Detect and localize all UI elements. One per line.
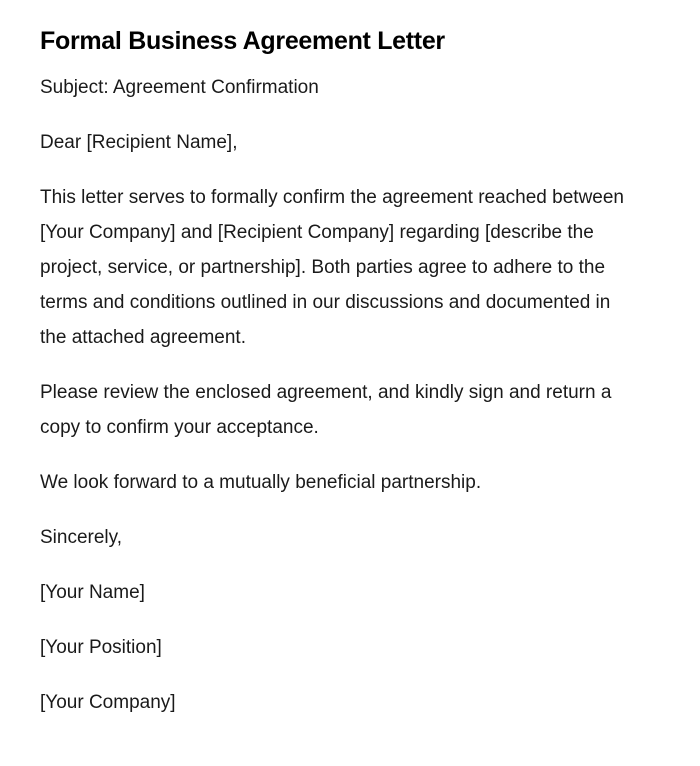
signature-name: [Your Name] [40,582,145,603]
letter-title: Formal Business Agreement Letter [40,27,445,55]
signature-company: [Your Company] [40,692,176,713]
letter-closing: Sincerely, [40,527,123,548]
letter-document [40,24,640,740]
letter-salutation: Dear [Recipient Name], [40,132,238,153]
letter-body-paragraph-2: Please review the enclosed agreement, and kindly sign and return a copy to confirm your acceptance. [40,382,612,438]
letter-body-paragraph-1: This letter serves to formally confirm the agreement reached between [Your Company] and [Recipient Company] regarding [describe the project, service, or partnership]. Both parties agree to adhere to the terms and conditions outlined in our discussions and documented in the attached agreement. [40,187,624,348]
letter-subject: Subject: Agreement Confirmation [40,77,319,98]
letter-body-paragraph-3: We look forward to a mutually beneficial partnership. [40,472,482,493]
signature-position: [Your Position] [40,637,162,658]
